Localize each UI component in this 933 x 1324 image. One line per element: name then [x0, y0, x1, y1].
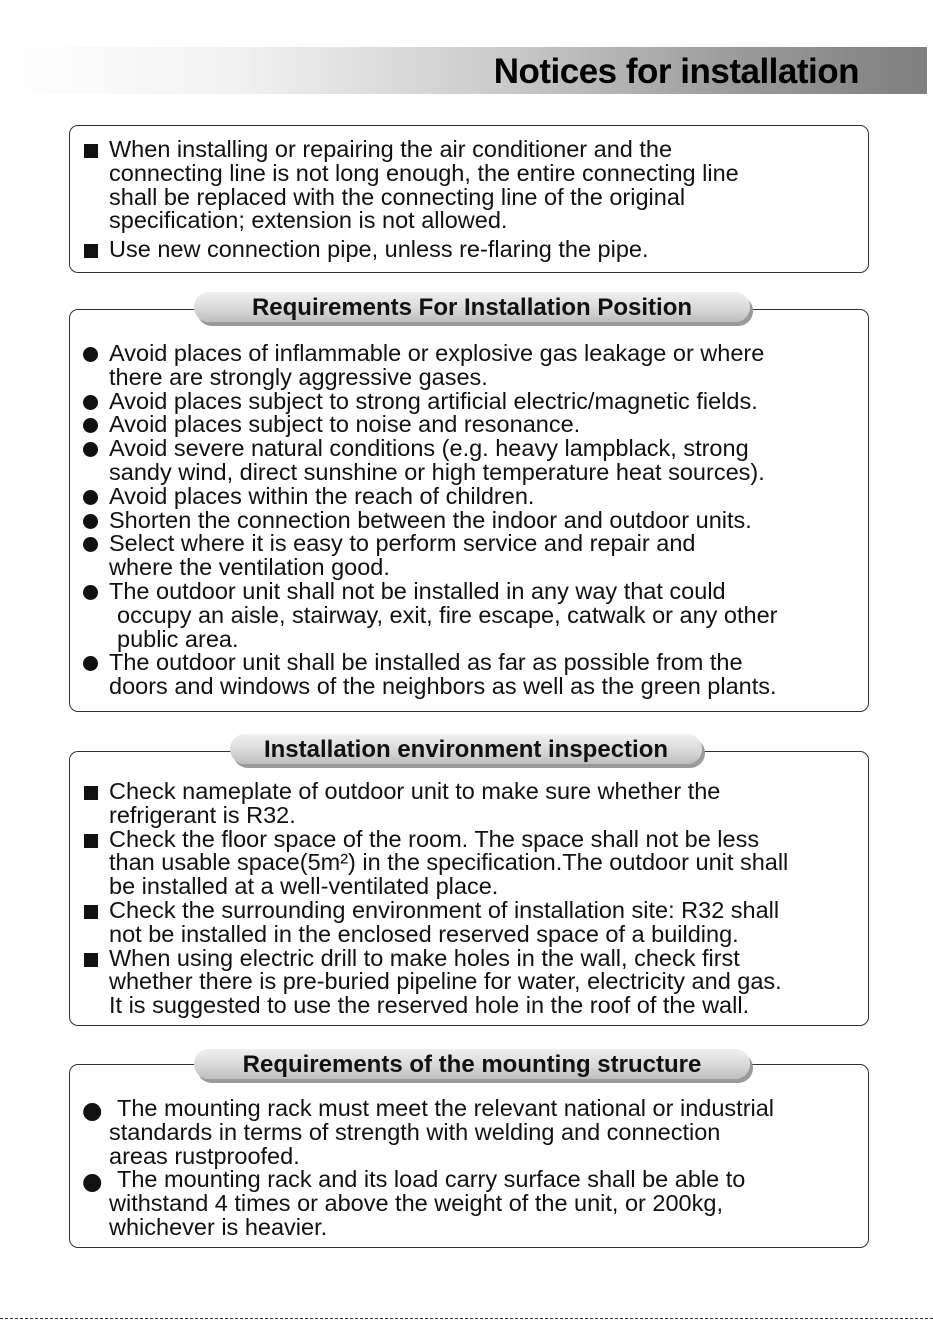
item-line: not be installed in the enclosed reserved space of a building.	[109, 920, 739, 947]
list-item	[82, 825, 789, 900]
list-item	[82, 482, 777, 509]
item-line: Check the floor space of the room. The space shall not be less	[109, 825, 760, 852]
item-line: When using electric drill to make holes in the wall, check first	[109, 944, 740, 971]
item-line: The mounting rack and its load carry surface shall be able to	[117, 1166, 746, 1193]
item-line: Check nameplate of outdoor unit to make sure whether the	[109, 778, 721, 804]
item-line: Check the surrounding environment of installation site: R32 shall	[109, 896, 780, 923]
list-item	[82, 577, 778, 652]
item-line: be installed at a well-ventilated place.	[109, 873, 499, 900]
item-line: When installing or repairing the air conditioner and the	[109, 136, 673, 162]
list-item	[82, 342, 777, 390]
item-line: specification; extension is not allowed.	[109, 207, 508, 234]
item-line: It is suggested to use the reserved hole in the roof of the wall.	[109, 992, 750, 1019]
list-item	[82, 437, 777, 485]
list-item	[82, 944, 788, 1019]
item-line: Use new connection pipe, unless re-flaring the pipe.	[109, 236, 649, 263]
item-line: Avoid places subject to strong artificial electric/magnetic fields.	[109, 387, 758, 414]
list-item	[82, 413, 777, 437]
environment-inspection-list	[82, 780, 788, 1018]
list-item	[82, 238, 739, 262]
item-line: Avoid severe natural conditions (e.g. heavy lampblack, strong	[109, 435, 749, 462]
list-item	[82, 780, 788, 828]
item-line: Select where it is easy to perform service and repair and	[109, 530, 696, 557]
notice-list	[82, 138, 739, 262]
item-line: Avoid places of inflammable or explosive gas leakage or where	[109, 340, 765, 366]
item-line: Shorten the connection between the indoor and outdoor units.	[109, 506, 752, 533]
item-line: whether there is pre-buried pipeline for water, electricity and gas.	[109, 968, 782, 995]
item-line: than usable space(5m²) in the specification.The outdoor unit shall	[109, 849, 789, 876]
item-line: The outdoor unit shall not be installed in any way that could	[109, 577, 726, 604]
list-item	[82, 1097, 774, 1168]
page-bottom-divider	[0, 1318, 933, 1319]
item-line: areas rustproofed.	[109, 1142, 300, 1169]
list-item	[82, 138, 739, 233]
item-line: occupy an aisle, stairway, exit, fire escape, catwalk or any other	[117, 601, 778, 628]
item-line: sandy wind, direct sunshine or high temperature heat sources).	[109, 458, 765, 485]
page-title: Notices for installation	[493, 52, 859, 91]
section-title-environment-inspection: Installation environment inspection	[230, 734, 702, 764]
section-title-mounting-structure: Requirements of the mounting structure	[194, 1049, 750, 1079]
list-item	[82, 532, 777, 580]
mounting-structure-list	[82, 1097, 774, 1240]
item-line: public area.	[117, 625, 239, 652]
item-line: shall be replaced with the connecting line of the original	[109, 183, 686, 210]
item-line: connecting line is not long enough, the entire connecting line	[109, 159, 739, 186]
list-item	[82, 1168, 774, 1239]
section-title-installation-position: Requirements For Installation Position	[194, 292, 750, 322]
item-line: whichever is heavier.	[109, 1213, 328, 1240]
item-line: Avoid places within the reach of children.	[109, 482, 535, 509]
item-line: Avoid places subject to noise and resonance.	[109, 411, 581, 438]
list-item	[82, 506, 777, 533]
item-line: The mounting rack must meet the relevant national or industrial	[117, 1095, 775, 1121]
list-item	[82, 387, 777, 414]
list-item	[82, 896, 788, 947]
item-line: The outdoor unit shall be installed as far as possible from the	[109, 649, 743, 676]
item-line: where the ventilation good.	[109, 554, 390, 581]
item-line: refrigerant is R32.	[109, 801, 296, 828]
item-line: doors and windows of the neighbors as well as the green plants.	[109, 673, 777, 700]
item-line: there are strongly aggressive gases.	[109, 363, 488, 390]
list-item	[82, 651, 777, 699]
item-line: withstand 4 times or above the weight of the unit, or 200kg,	[109, 1190, 723, 1217]
installation-position-list	[82, 342, 777, 699]
item-line: standards in terms of strength with welding and connection	[109, 1118, 721, 1145]
